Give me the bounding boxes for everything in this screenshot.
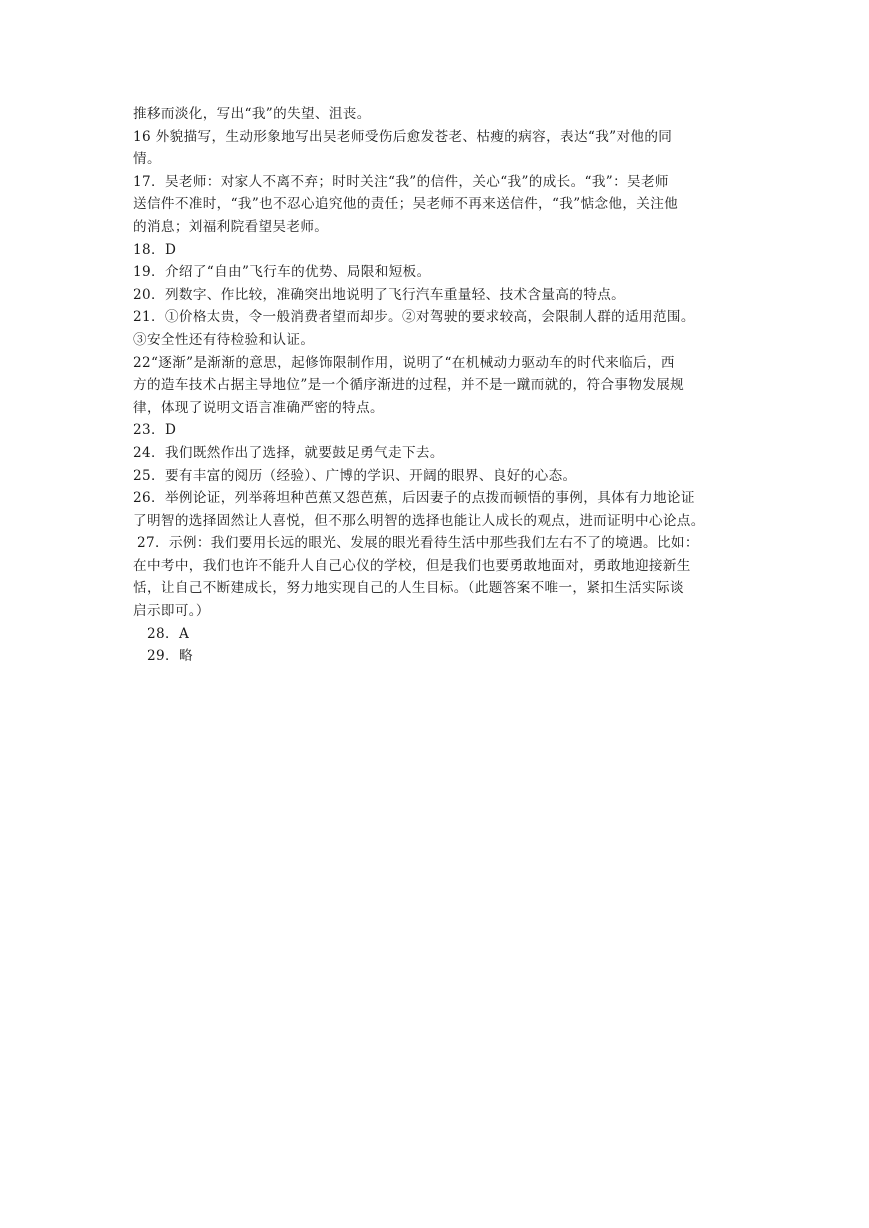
answer-29: 29．略 — [147, 648, 193, 665]
text-line: 推移而淡化，写出“我”的失望、沮丧。 — [133, 106, 371, 122]
answer-24: 24．我们既然作出了选择，就要鼓足勇气走下去。 — [133, 444, 444, 461]
answer-28: 28．A — [147, 625, 190, 642]
text-line: 送信件不准时，“我”也不忍心追究他的责任；吴老师不再来送信件，“我”惦念他，关注他 — [133, 196, 679, 213]
text-line: 的消息；刘福利院看望吴老师。 — [133, 218, 329, 235]
answer-25: 25．要有丰富的阅历（经验）、广博的学识、开阔的眼界、良好的心态。 — [133, 467, 577, 484]
answer-23: 23．D — [133, 422, 177, 439]
text-line: 了明智的选择固然让人喜悦，但不那么明智的选择也能让人成长的观点，进而证明中心论点。 — [133, 512, 705, 529]
text-line: 恬，让自己不断建成长，努力地实现自己的人生目标。（此题答案不唯一，紧扣生活实际谈 — [133, 580, 684, 597]
answer-21: 21．①价格太贵，令一般消费者望而却步。②对驾驶的要求较高，会限制人群的适用范围。 — [133, 309, 695, 326]
text-line: 情。 — [133, 151, 161, 168]
answer-key-text — [133, 103, 741, 668]
text-line: 在中考中，我们也许不能升人自己心仪的学校，但是我们也要勇敢地面对，勇敢地迎接新生 — [133, 557, 691, 574]
answer-16: 16 外貌描写，生动形象地写出吴老师受伤后愈发苍老、枯瘦的病容，表达“我”对他的同 — [133, 128, 673, 145]
text-line: 律，体现了说明文语言准确严密的特点。 — [133, 399, 384, 416]
text-line: 启示即可。） — [133, 603, 210, 620]
answer-27: 27．示例：我们要用长远的眼光、发展的眼光看待生活中那些我们左右不了的境遇。比如： — [137, 535, 699, 552]
answer-20: 20．列数字、作比较，准确突出地说明了飞行汽车重量轻、技术含量高的特点。 — [133, 286, 626, 303]
text-line: 方的造车技术占据主导地位”是一个循序渐进的过程，并不是一蹴而就的，符合事物发展规 — [133, 377, 685, 394]
answer-26: 26．举例论证，列举蒋坦种芭蕉又怨芭蕉，后因妻子的点拨而顿悟的事例，具体有力地论证 — [133, 490, 695, 507]
answer-19: 19．介绍了“自由”飞行车的优势、局限和短板。 — [133, 264, 431, 281]
text-line: ③安全性还有待检验和认证。 — [133, 331, 315, 348]
answer-22: 22“逐渐”是渐渐的意思，起修饰限制作用，说明了“在机械动力驱动车的时代来临后，西 — [133, 354, 675, 371]
answer-18: 18．D — [133, 241, 177, 258]
answer-17: 17．吴老师：对家人不离不弃；时时关注“我”的信件，关心“我”的成长。“我”：吴老师 — [133, 173, 669, 190]
